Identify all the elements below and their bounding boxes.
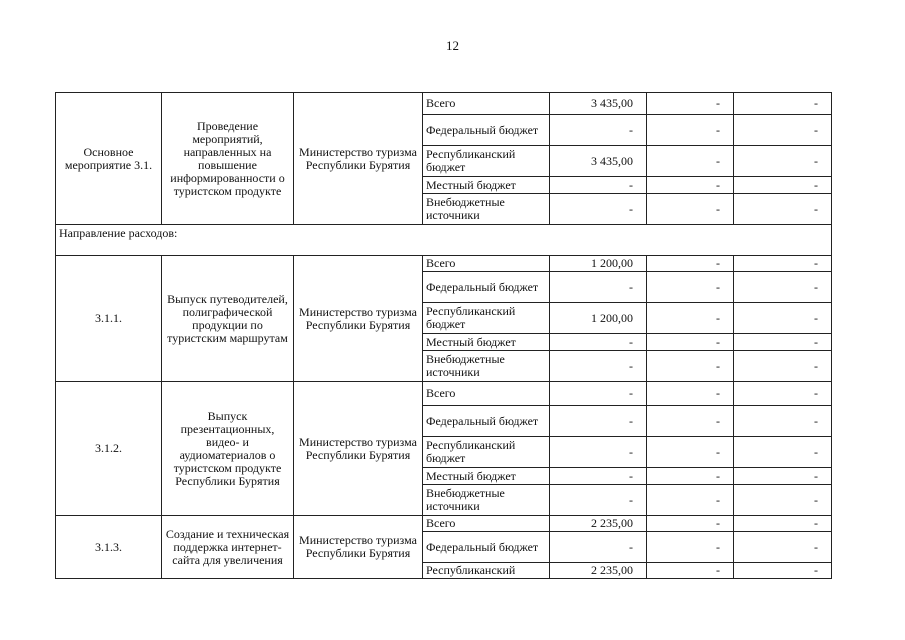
table-row [56, 516, 832, 532]
amount-cell: - [647, 272, 734, 303]
amount-cell: - [647, 334, 734, 351]
amount-cell: - [647, 93, 734, 115]
funding-source: Местный бюджет [423, 468, 550, 485]
measure-executor: Министерство туризма Республики Бурятия [294, 256, 423, 382]
amount-cell: - [734, 194, 832, 225]
amount-cell: - [734, 146, 832, 177]
amount-cell: - [734, 485, 832, 516]
amount-cell: - [647, 194, 734, 225]
funding-source: Внебюджетные источники [423, 194, 550, 225]
amount-cell: - [550, 351, 647, 382]
measure-executor: Министерство туризма Республики Бурятия [294, 516, 423, 579]
amount-cell: - [647, 406, 734, 437]
funding-source: Республиканский [423, 563, 550, 579]
amount-cell: - [647, 146, 734, 177]
funding-source: Всего [423, 256, 550, 272]
amount-cell: - [550, 406, 647, 437]
amount-cell: - [550, 194, 647, 225]
amount-cell: - [647, 177, 734, 194]
amount-cell: 2 235,00 [550, 516, 647, 532]
funding-source: Всего [423, 382, 550, 406]
funding-source: Республиканский бюджет [423, 437, 550, 468]
amount-cell: - [734, 272, 832, 303]
amount-cell: - [647, 382, 734, 406]
page-number: 12 [446, 38, 459, 53]
amount-cell: - [550, 532, 647, 563]
funding-source: Местный бюджет [423, 334, 550, 351]
table-row [56, 382, 832, 406]
measure-code: 3.1.1. [56, 256, 162, 382]
amount-cell: 1 200,00 [550, 256, 647, 272]
amount-cell: - [647, 303, 734, 334]
amount-cell: - [647, 351, 734, 382]
amount-cell: - [734, 382, 832, 406]
amount-cell: 2 235,00 [550, 563, 647, 579]
amount-cell: - [734, 532, 832, 563]
amount-cell: - [734, 563, 832, 579]
amount-cell: - [647, 485, 734, 516]
amount-cell: - [550, 177, 647, 194]
measure-executor: Министерство туризма Республики Бурятия [294, 93, 423, 225]
measure-name: Создание и техническая поддержка интернет-сайта для увеличения [162, 516, 294, 579]
amount-cell: - [734, 303, 832, 334]
amount-cell: - [647, 516, 734, 532]
amount-cell: 3 435,00 [550, 146, 647, 177]
funding-source: Федеральный бюджет [423, 532, 550, 563]
amount-cell: - [550, 115, 647, 146]
amount-cell: - [550, 272, 647, 303]
amount-cell: - [550, 468, 647, 485]
amount-cell: - [647, 256, 734, 272]
amount-cell: - [647, 468, 734, 485]
measure-code: Основное мероприятие 3.1. [56, 93, 162, 225]
amount-cell: - [550, 334, 647, 351]
amount-cell: - [550, 485, 647, 516]
measure-name: Выпуск путеводителей, полиграфической продукции по туристским маршрутам [162, 256, 294, 382]
amount-cell: - [734, 256, 832, 272]
amount-cell: - [734, 351, 832, 382]
table-row [56, 256, 832, 272]
funding-source: Внебюджетные источники [423, 351, 550, 382]
measure-code: 3.1.2. [56, 382, 162, 516]
amount-cell: - [734, 115, 832, 146]
amount-cell: - [734, 93, 832, 115]
funding-source: Республиканский бюджет [423, 303, 550, 334]
budget-table [55, 92, 832, 579]
amount-cell: - [734, 177, 832, 194]
amount-cell: - [550, 437, 647, 468]
funding-source: Республиканский бюджет [423, 146, 550, 177]
measure-name: Выпуск презентационных, видео- и аудиоматериалов о туристском продукте Республики Бурятия [162, 382, 294, 516]
funding-source: Федеральный бюджет [423, 115, 550, 146]
funding-source: Местный бюджет [423, 177, 550, 194]
amount-cell: - [734, 516, 832, 532]
amount-cell: - [734, 468, 832, 485]
measure-name: Проведение мероприятий, направленных на повышение информированности о туристском продукте [162, 93, 294, 225]
funding-source: Всего [423, 516, 550, 532]
funding-source: Федеральный бюджет [423, 406, 550, 437]
amount-cell: - [647, 115, 734, 146]
amount-cell: 3 435,00 [550, 93, 647, 115]
amount-cell: - [734, 406, 832, 437]
amount-cell: - [734, 334, 832, 351]
section-header: Направление расходов: [56, 225, 832, 256]
measure-executor: Министерство туризма Республики Бурятия [294, 382, 423, 516]
table-row [56, 93, 832, 115]
amount-cell: - [647, 563, 734, 579]
amount-cell: 1 200,00 [550, 303, 647, 334]
measure-code: 3.1.3. [56, 516, 162, 579]
funding-source: Внебюджетные источники [423, 485, 550, 516]
amount-cell: - [647, 437, 734, 468]
amount-cell: - [734, 437, 832, 468]
funding-source: Федеральный бюджет [423, 272, 550, 303]
amount-cell: - [550, 382, 647, 406]
funding-source: Всего [423, 93, 550, 115]
amount-cell: - [647, 532, 734, 563]
section-row [56, 225, 832, 256]
